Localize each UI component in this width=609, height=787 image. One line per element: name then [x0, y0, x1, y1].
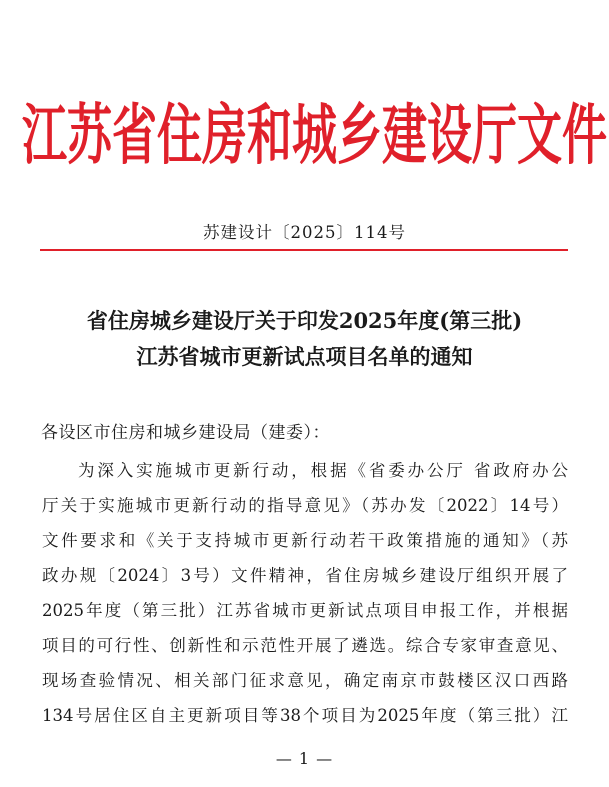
red-divider-line	[40, 249, 568, 251]
body-paragraph-line: 现场查验情况、相关部门征求意见，确定南京市鼓楼区汉口西路	[42, 671, 568, 690]
body-paragraph-line: 厅关于实施城市更新行动的指导意见》（苏办发〔2022〕14号）	[42, 496, 568, 515]
page-number: — 1 —	[275, 749, 334, 768]
salutation: 各设区市住房和城乡建设局（建委）：	[41, 423, 330, 443]
body-paragraph-line: 2025年度（第三批）江苏省城市更新试点项目申报工作，并根据	[42, 601, 568, 620]
document-number: 苏建设计〔2025〕114号	[203, 223, 406, 242]
body-paragraph-line: 文件要求和《关于支持城市更新行动若干政策措施的通知》（苏	[42, 531, 568, 550]
document-header-title: 江苏省住房和城乡建设厅文件	[22, 96, 608, 174]
body-paragraph-line: 为深入实施城市更新行动，根据《省委办公厅 省政府办公	[78, 461, 568, 480]
body-paragraph-line: 项目的可行性、创新性和示范性开展了遴选。综合专家审查意见、	[42, 636, 568, 655]
notice-title-line-1: 省住房城乡建设厅关于印发2025年度(第三批)	[86, 308, 523, 333]
notice-title-line-2: 江苏省城市更新试点项目名单的通知	[136, 344, 473, 369]
body-paragraph-line: 政办规〔2024〕3号）文件精神，省住房城乡建设厅组织开展了	[42, 566, 568, 585]
body-paragraph-line: 134号居住区自主更新项目等38个项目为2025年度（第三批）江	[42, 706, 568, 725]
